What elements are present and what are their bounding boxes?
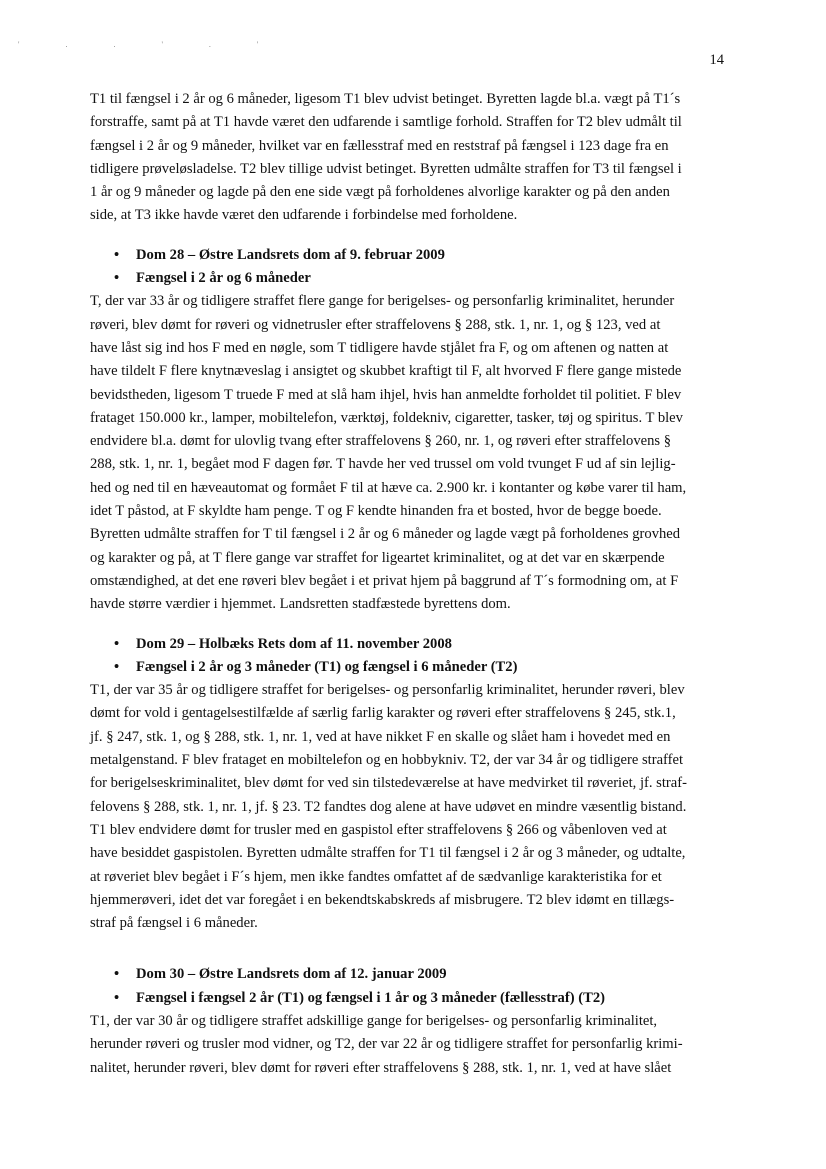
case-title: [90, 963, 725, 986]
text-line: Byretten udmålte straffen for T til fængsel i 2 år og 6 måneder og lagde vægt på forholdenes grovhed: [90, 526, 681, 543]
case-title-text: Dom 30 – Østre Landsrets dom af 12. januar 2009: [136, 966, 447, 983]
case-title: [90, 633, 725, 656]
intro-paragraph: [90, 88, 725, 228]
case-sentence-text: Fængsel i 2 år og 3 måneder (T1) og fængsel i 6 måneder (T2): [136, 658, 518, 675]
page-number: 14: [709, 52, 724, 68]
case-title-text: Dom 28 – Østre Landsrets dom af 9. februar 2009: [136, 246, 445, 263]
text-line: T, der var 33 år og tidligere straffet flere gange for berigelses- og personfarlig kriminalitet, herunder: [90, 293, 675, 310]
text-line: at røveriet blev begået i F´s hjem, men ikke fandtes omfattet af de sædvanlige karakteristika for et: [90, 868, 662, 885]
text-line: have låst sig ind hos F med en nøgle, som T tidligere havde stjålet fra F, og om aftenen og natten at: [90, 339, 669, 356]
case-heading-list: [90, 963, 725, 1010]
case-sentence: [90, 987, 725, 1010]
text-line: have besiddet gaspistolen. Byretten udmålte straffen for T1 til fængsel i 2 år og 3 måneder, og udtalte,: [90, 845, 686, 862]
case-sentence-text: Fængsel i fængsel 2 år (T1) og fængsel i 1 år og 3 måneder (fællesstraf) (T2): [136, 989, 605, 1006]
text-line: dømt for vold i gentagelsestilfælde af særlig farlig karakter og røveri efter straffelovens § 245, stk.1,: [90, 705, 676, 722]
case-section-28: [90, 244, 725, 617]
text-line: havde større værdier i hjemmet. Landsretten stadfæstede byrettens dom.: [90, 596, 511, 613]
case-sentence-text: Fængsel i 2 år og 6 måneder: [136, 270, 311, 287]
case-title-text: Dom 29 – Holbæks Rets dom af 11. november 2008: [136, 635, 452, 652]
case-sentence: [90, 656, 725, 679]
case-paragraph: [90, 1010, 725, 1080]
case-section-29: [90, 633, 725, 936]
text-line: T1 til fængsel i 2 år og 6 måneder, ligesom T1 blev udvist betinget. Byretten lagde bl.a. vægt på T1´s: [90, 91, 681, 107]
text-line: T1, der var 30 år og tidligere straffet adskillige gange for berigelses- og personfarlig kriminalitet,: [90, 1012, 658, 1029]
case-sentence: [90, 267, 725, 290]
text-line: frataget 150.000 kr., lamper, mobiltelefon, værktøj, foldekniv, cigaretter, tasker, tøj og spiritus. T blev: [90, 409, 683, 426]
text-line: hed og ned til en hæveautomat og formået F til at hæve ca. 2.900 kr. i kontanter og købe varer til ham,: [90, 479, 687, 496]
text-line: omstændighed, at det ene røveri blev begået i et privat hjem på baggrund af T´s formodning om, at F: [90, 572, 679, 589]
case-heading-list: [90, 633, 725, 680]
case-heading-list: [90, 244, 725, 291]
text-line: jf. § 247, stk. 1, og § 288, stk. 1, nr. 1, ved at have nikket F en skalle og slået ham i hovedet med en: [90, 728, 671, 745]
text-line: felovens § 288, stk. 1, nr. 1, jf. § 23. T2 fandtes dog alene at have udøvet en mindre væsentlig bistand.: [90, 798, 687, 815]
document-body: [90, 88, 725, 1080]
text-line: herunder røveri og trusler mod vidner, og T2, der var 22 år og tidligere straffet for personfarlig krimi-: [90, 1036, 683, 1053]
text-line: T1 blev endvidere dømt for trusler med en gaspistol efter straffelovens § 266 og våbenloven ved at: [90, 821, 667, 838]
text-line: røveri, blev dømt for røveri og vidnetrusler efter straffelovens § 288, stk. 1, nr. 1, og § 123, ved at: [90, 316, 661, 333]
bullet-icon: •: [114, 658, 120, 675]
text-line: have tildelt F flere knytnæveslag i ansigtet og skubbet kraftigt til F, alt hvorved F flere gange mistede: [90, 363, 682, 380]
text-line: for berigelseskriminalitet, blev dømt for ved sin tilstedeværelse at have medvirket til røveriet, jf. straf-: [90, 775, 687, 792]
text-line: hjemmerøveri, idet det var foregået i en bekendtskabskreds af misbrugere. T2 blev idømt en tillægs-: [90, 891, 675, 908]
case-paragraph: [90, 290, 725, 616]
text-line: side, at T3 ikke havde været den udfarende i forbindelse med forholdene.: [90, 207, 518, 224]
text-line: endvidere bl.a. dømt for ulovlig tvang efter straffelovens § 260, nr. 1, og røveri efter straffelovens §: [90, 433, 672, 450]
case-title: [90, 244, 725, 267]
scan-specks: ' . . ' . ': [18, 40, 281, 49]
bullet-icon: •: [114, 989, 120, 1006]
bullet-icon: •: [114, 635, 120, 652]
text-line: forstraffe, samt på at T1 havde været den udfarende i samtlige forhold. Straffen for T2 blev udmålt til: [90, 114, 682, 131]
text-line: idet T påstod, at F skyldte ham penge. T og F kendte hinanden fra et bosted, hvor de begge boede.: [90, 503, 662, 520]
text-line: straf på fængsel i 6 måneder.: [90, 915, 258, 932]
text-line: T1, der var 35 år og tidligere straffet for berigelses- og personfarlig kriminalitet, herunder røveri, blev: [90, 682, 685, 699]
text-line: tidligere prøveløsladelse. T2 blev tillige udvist betinget. Byretten udmålte straffen for T3 til fængsel i: [90, 160, 682, 177]
text-line: metalgenstand. F blev frataget en mobiltelefon og en hobbykniv. T2, der var 34 år og tidligere straffet: [90, 752, 684, 769]
text-line: og karakter og på, at T flere gange var straffet for ligeartet kriminalitet, og at det var en skærpende: [90, 549, 665, 566]
text-line: nalitet, herunder røveri, blev dømt for røveri efter straffelovens § 288, stk. 1, nr. 1, ved at have slået: [90, 1059, 672, 1076]
text-line: 1 år og 9 måneder og lagde på den ene side vægt på forholdenes alvorlige karakter og på den anden: [90, 184, 670, 201]
case-paragraph: [90, 679, 725, 935]
case-section-30: [90, 963, 725, 1079]
bullet-icon: •: [114, 246, 120, 263]
text-line: bevidstheden, ligesom T truede F med at slå ham ihjel, hvis han anmeldte forholdet til politiet. F blev: [90, 386, 682, 403]
text-line: fængsel i 2 år og 9 måneder, hvilket var en fællesstraf med en reststraf på fængsel i 123 dage fra en: [90, 137, 669, 154]
bullet-icon: •: [114, 966, 120, 983]
bullet-icon: •: [114, 270, 120, 287]
text-line: 288, stk. 1, nr. 1, begået mod F dagen før. T havde her ved trussel om vold tvunget F ud af sin lejlig-: [90, 456, 676, 473]
